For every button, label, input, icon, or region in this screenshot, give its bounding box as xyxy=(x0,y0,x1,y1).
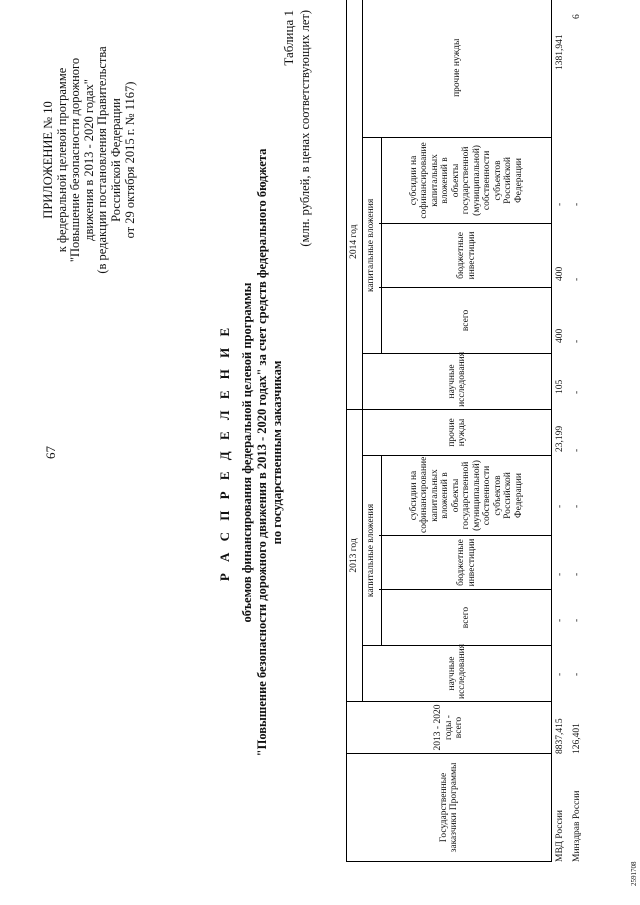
cell-value: - xyxy=(572,672,582,676)
appendix-line: (в редакции постановления Правительства xyxy=(95,46,110,274)
appendix-line: движения в 2013 - 2020 годах" xyxy=(81,79,96,241)
appendix-line: к федеральной целевой программе xyxy=(54,67,69,253)
cell-value: - xyxy=(572,504,582,508)
cell-value: - xyxy=(555,672,565,676)
title-line: "Повышение безопасности дорожного движения в 2013 - 2020 годах" за счет средств федерального бюджета xyxy=(255,148,269,757)
header-capital-2013: капитальные вложения xyxy=(363,456,379,646)
appendix-line: ПРИЛОЖЕНИЕ № 10 xyxy=(41,101,55,219)
cell-value: - xyxy=(555,572,565,576)
document-code: 2591708 xyxy=(630,861,638,886)
financing-table xyxy=(346,0,552,862)
header-subsidies-2013: субсидии на софинансирование капитальных вложений в объекты государственной (муниципальной) собственности субъектов Российской Федерации xyxy=(382,456,552,536)
cell-value: - xyxy=(572,572,582,576)
cell-value: 6 xyxy=(572,14,582,19)
row-customer: МВД России xyxy=(555,810,565,862)
header-capital-2014: капитальные вложения xyxy=(363,137,379,353)
cell-value: - xyxy=(572,390,582,394)
cell-value: 400 xyxy=(555,266,565,281)
header-other-2014: прочие нужды xyxy=(363,0,552,137)
page-number: 67 xyxy=(43,446,58,459)
cell-total: 126,401 xyxy=(572,723,582,754)
cell-value: 23,199 xyxy=(555,425,565,452)
cell-value: 105 xyxy=(555,379,565,394)
header-year-2014: 2014 год xyxy=(347,0,363,409)
cell-value: - xyxy=(572,618,582,622)
table-row xyxy=(555,2,569,862)
appendix-line: Российской Федерации xyxy=(108,98,123,222)
units-note: (млн. рублей, в ценах соответствующих лет) xyxy=(298,10,312,247)
cell-value: - xyxy=(555,618,565,622)
cell-value: - xyxy=(572,202,582,206)
header-other-2013: прочие нужды xyxy=(363,409,552,455)
document-title xyxy=(217,0,285,905)
appendix-line: от 29 октября 2015 г. № 1167) xyxy=(122,81,137,239)
header-capital-total-2014: всего xyxy=(382,287,552,353)
header-customers: Государственные заказчики Программы xyxy=(347,754,552,862)
cell-value: - xyxy=(572,277,582,281)
cell-value: 400 xyxy=(555,328,565,343)
title-main: Р А С П Р Е Д Е Л Е Н И Е xyxy=(217,323,232,582)
table-label: Таблица 1 xyxy=(281,10,296,66)
table-row xyxy=(572,2,586,862)
cell-value: 1381,941 xyxy=(555,34,565,70)
cell-value: - xyxy=(572,448,582,452)
cell-value: - xyxy=(555,504,565,508)
cell-value: - xyxy=(555,202,565,206)
title-line: по государственным заказчикам xyxy=(270,360,284,545)
appendix-note xyxy=(42,15,137,305)
header-budget-2014: бюджетные инвестиции xyxy=(382,223,552,287)
cell-value: - xyxy=(572,339,582,343)
title-line: объемов финансирования федеральной целевой программы xyxy=(240,282,254,623)
row-customer: Минздрав России xyxy=(572,790,582,862)
cell-total: 8837,415 xyxy=(555,718,565,754)
header-total: 2013 - 2020 годы - всего xyxy=(347,702,552,754)
header-capital-total-2013: всего xyxy=(382,590,552,646)
header-research-2014: научные исследования xyxy=(363,353,552,409)
header-year-2013: 2013 год xyxy=(347,409,363,701)
header-research-2013: научные исследования xyxy=(363,646,552,702)
header-subsidies-2014: субсидии на софинансирование капитальных вложений в объекты государственной (муниципальной) собственности субъектов Российской Федерации xyxy=(382,137,552,223)
header-budget-2013: бюджетные инвестиции xyxy=(382,536,552,590)
appendix-line: "Повышение безопасности дорожного xyxy=(68,57,83,263)
